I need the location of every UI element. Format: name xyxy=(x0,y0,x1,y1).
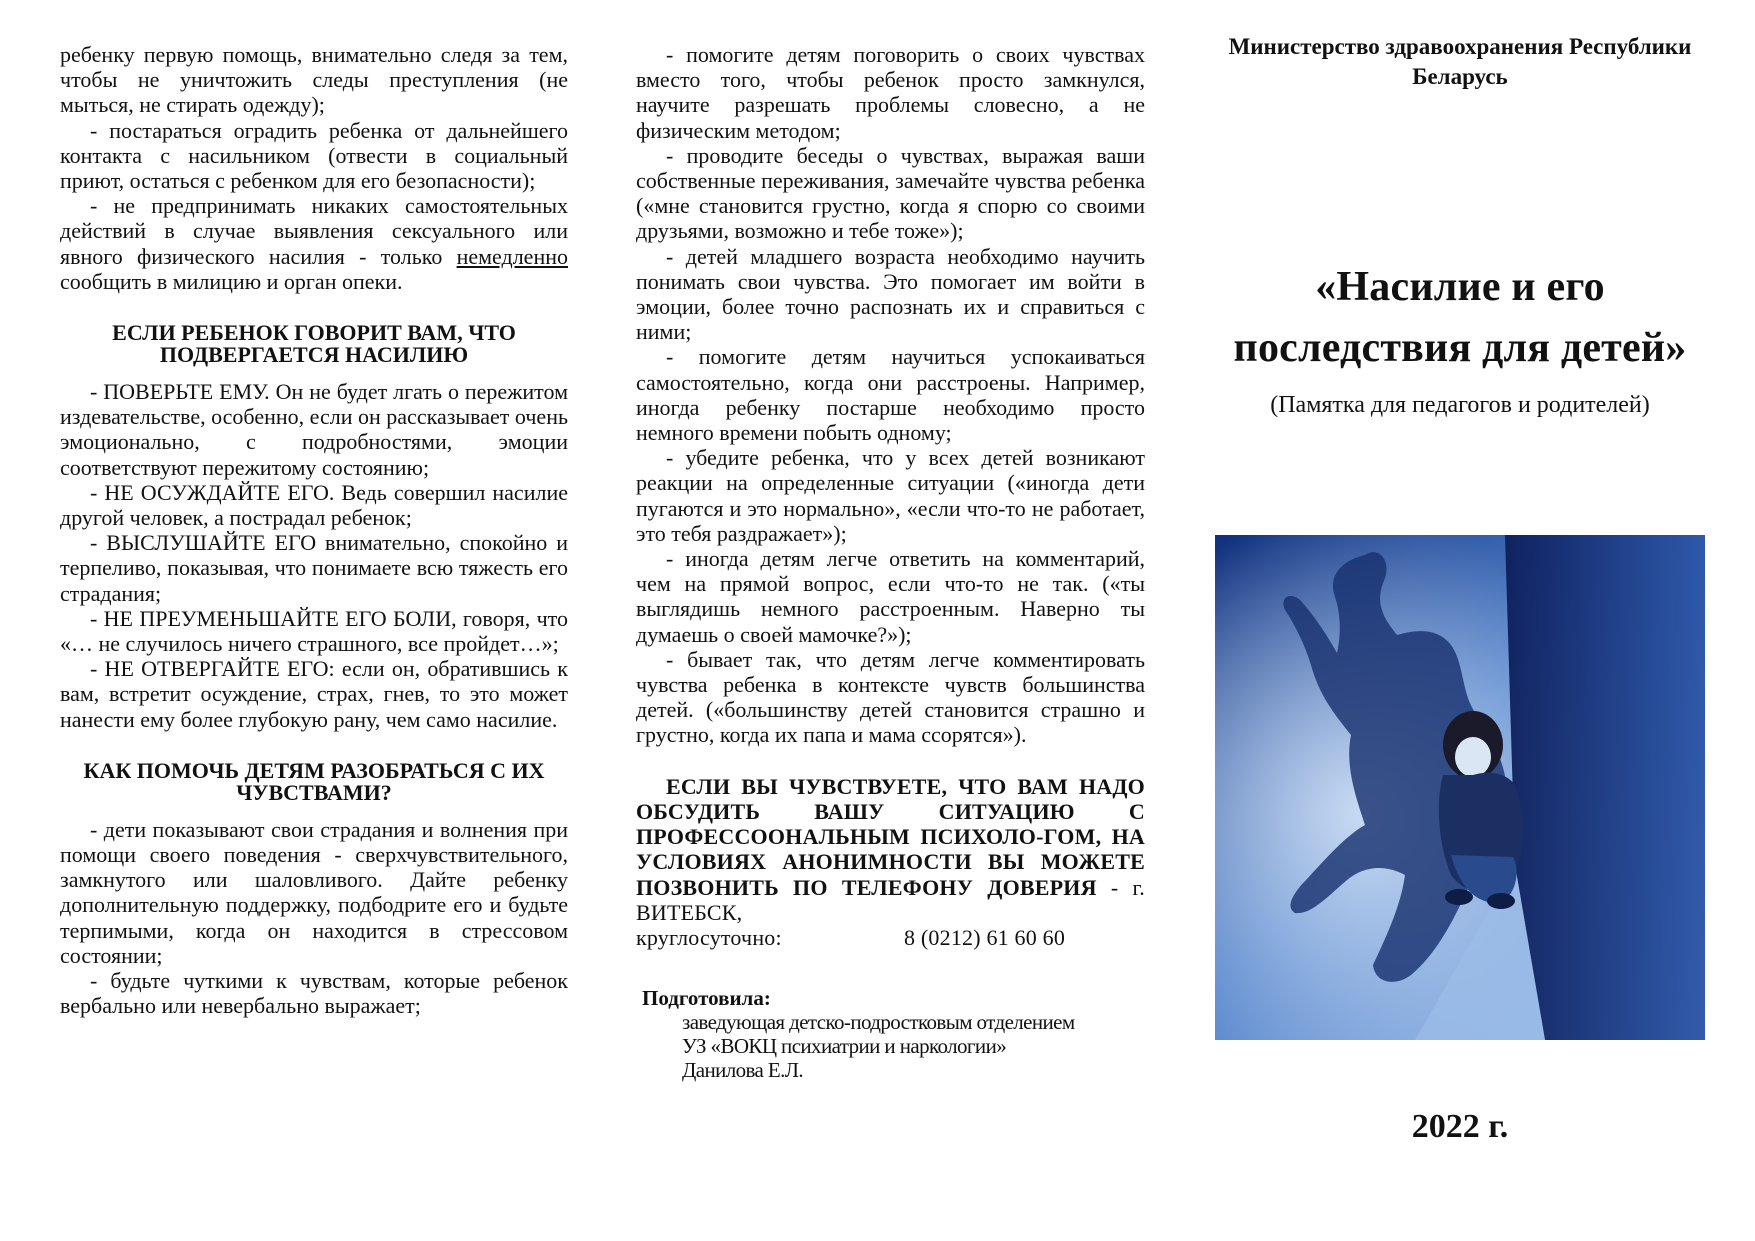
helpline-label: круглосуточно: xyxy=(636,924,782,950)
prepared-by-line: заведующая детско-подростковым отделением xyxy=(682,1010,1075,1035)
paragraph: ребенку первую помощь, внимательно следя за тем, чтобы не уничтожить следы преступления (не мыться, не стирать одежду); xyxy=(60,42,568,118)
left-column xyxy=(60,42,568,1019)
list-item: - НЕ ОСУЖДАЙТЕ ЕГО. Ведь совершил насилие другой человек, а пострадал ребенок; xyxy=(60,479,568,531)
list-item: - будьте чуткими к чувствам, которые ребенок вербально или невербально выражает; xyxy=(60,968,568,1019)
helpline-block xyxy=(636,774,1145,950)
list-item: - ВЫСЛУШАЙТЕ ЕГО внимательно, спокойно и терпеливо, показывая, что понимаете всю тяжесть его страдания; xyxy=(60,530,568,606)
list-item: - проводите беседы о чувствах, выражая ваши собственные переживания, замечайте чувства ребенка («мне становится грустно, когда я спорю со своими друзьями, возможно и тебе тоже»); xyxy=(636,142,1145,244)
list-item: - помогите детям научиться успокаиваться самостоятельно, когда они расстроены. Например, иногда ребенку постарше необходимо просто немного времени побыть одному; xyxy=(636,344,1145,446)
list-item: - помогите детям поговорить о своих чувствах вместо того, чтобы ребенок просто замкнулся, научите разрешать проблемы словесно, а не физическим методом; xyxy=(636,42,1145,143)
list-item: - ПОВЕРЬТЕ ЕМУ. Он не будет лгать о пережитом издевательстве, особенно, если он рассказывает очень эмоционально, с подробностями, эмоции соответствуют пережитому состоянию; xyxy=(60,379,568,480)
list-item: - бывает так, что детям легче комментировать чувства ребенка в контексте чувств большинства детей. («большинству детей становится страшно и грустно, когда их папа и мама ссорятся»). xyxy=(636,646,1145,748)
list-item: - НЕ ПРЕУМЕНЬШАЙТЕ ЕГО БОЛИ, говоря, что «… не случилось ничего страшного, все пройдет…»; xyxy=(60,605,568,657)
publication-year: 2022 г. xyxy=(1411,1108,1509,1145)
helpline-text: ЕСЛИ ВЫ ЧУВСТВУЕТЕ, ЧТО ВАМ НАДО ОБСУДИТЬ ВАШУ СИТУАЦИЮ С ПРОФЕССООНАЛЬНЫМ ПСИХОЛО-ГОМ, НА УСЛОВИЯХ АНОНИМНОСТИ ВЫ МОЖЕТЕ ПОЗВОНИТЬ ПО ТЕЛЕФОНУ ДОВЕРИЯ xyxy=(636,773,1145,900)
helpline-city: - г. ВИТЕБСК, xyxy=(636,874,1145,925)
paragraph: - постараться оградить ребенка от дальнейшего контакта с насильником (отвести в социальный приют, остаться с ребенком для его безопасности); xyxy=(60,117,568,194)
list-item: - дети показывают свои страдания и волнения при помощи своего поведения - сверхчувствительного, замкнутого или шаловливого. Дайте ребенку дополнительную поддержку, подбодрите его и будьте терпимыми, когда он находится в стрессовом состоянии; xyxy=(60,816,568,968)
section-heading: КАК ПОМОЧЬ ДЕТЯМ РАЗОБРАТЬСЯ С ИХ ЧУВСТВАМИ? xyxy=(83,757,545,805)
list-item: - иногда детям легче ответить на комментарий, чем на прямой вопрос, если что-то не так. («ты выглядишь немного расстроенным. Наверно ты думаешь о своей мамочке?»); xyxy=(636,546,1145,647)
prepared-by-title: Подготовила: xyxy=(642,986,771,1011)
brochure-title: «Насилие и его последствия для детей» xyxy=(1233,264,1687,371)
cover-column xyxy=(1205,34,1715,1145)
helpline-phone-row xyxy=(636,925,1145,950)
helpline-phone: 8 (0212) 61 60 60 xyxy=(904,924,1066,950)
section-heading: ЕСЛИ РЕБЕНОК ГОВОРИТ ВАМ, ЧТО ПОДВЕРГАЕТСЯ НАСИЛИЮ xyxy=(112,320,516,368)
list-item: - НЕ ОТВЕРГАЙТЕ ЕГО: если он, обратившись к вам, встретит осуждение, страх, гнев, то это может нанести ему более глубокую рану, чем само насилие. xyxy=(60,656,568,732)
brochure-subtitle: (Памятка для педагогов и родителей) xyxy=(1270,392,1650,418)
cover-image xyxy=(1215,535,1705,1040)
prepared-by-block xyxy=(636,986,1145,1082)
prepared-by-line: Данилова Е.Л. xyxy=(682,1058,804,1083)
paragraph: - не предпринимать никаких самостоятельных действий в случае выявления сексуального или явного физического насилия - только немедленно сообщить в милицию и орган опеки. xyxy=(60,193,568,294)
list-item: - убедите ребенка, что у всех детей возникают реакции на определенные ситуации («иногда дети пугаются и это нормально», «если что-то не работает, это тебя раздражает»); xyxy=(636,445,1145,546)
list-item: - детей младшего возраста необходимо научить понимать свои чувства. Это помогает им войти в эмоции, более точно распознать их и справиться с ними; xyxy=(636,243,1145,345)
prepared-by-line: УЗ «ВОКЦ психиатрии и наркологии» xyxy=(682,1034,1007,1059)
ministry-name: Министерство здравоохранения Республики Беларусь xyxy=(1228,34,1692,89)
emphasis-underline: немедленно xyxy=(456,243,568,269)
middle-column xyxy=(636,42,1145,1082)
